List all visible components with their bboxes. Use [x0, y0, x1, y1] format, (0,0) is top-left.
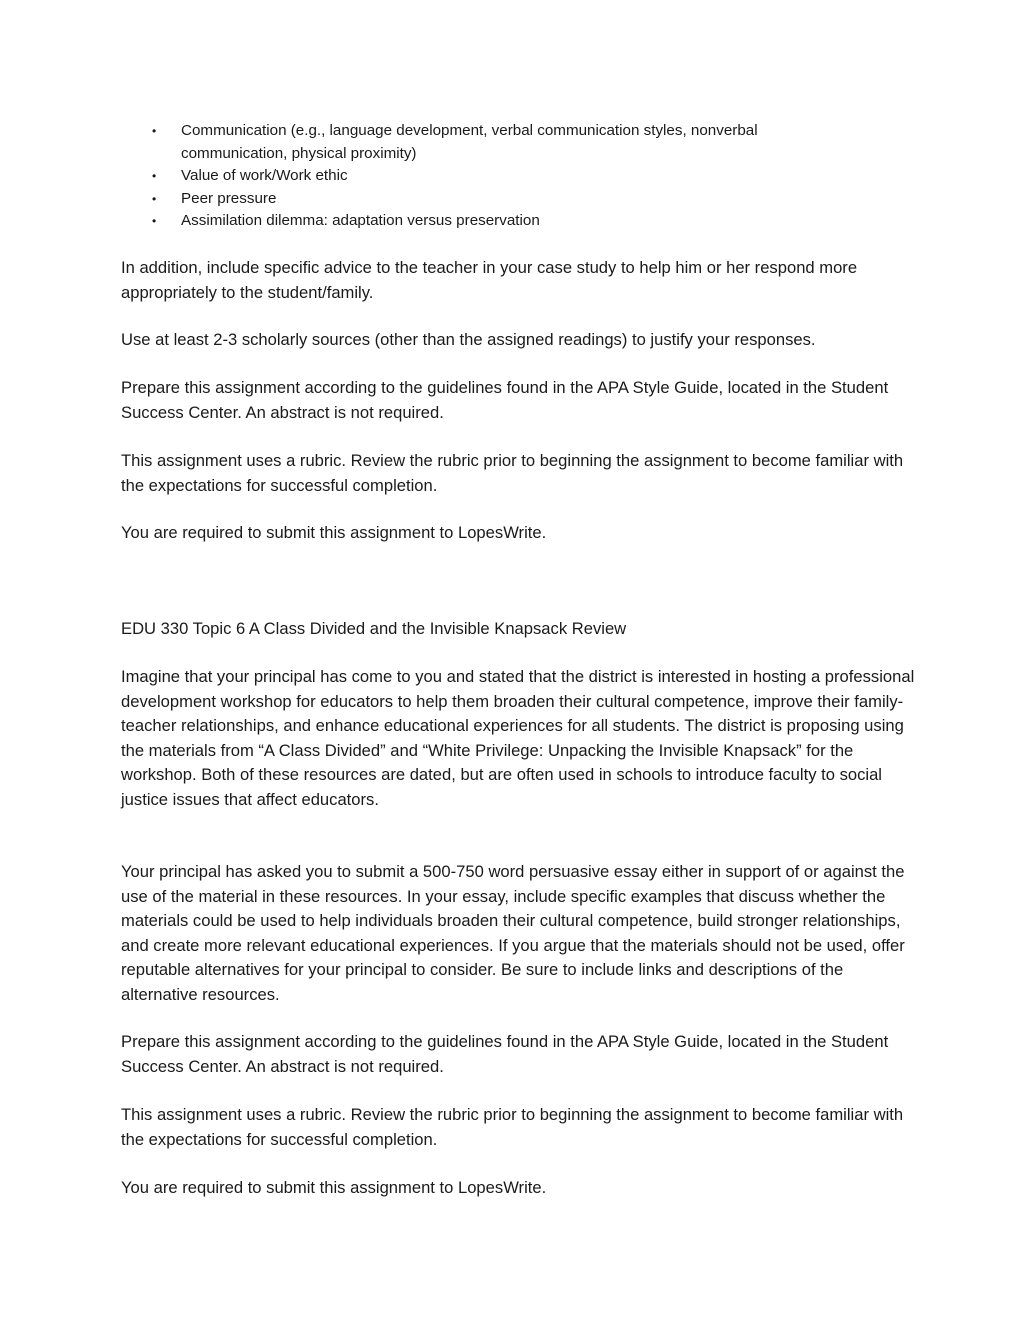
intro-paragraph: Imagine that your principal has come to you and stated that the district is interested in hosting a professional development workshop for educators to help them broaden their cultural competence, improve their family-teacher relationships, and enhance educational experiences for all students. The district is proposing using the materials from “A Class Divided” and “White Privilege: Unpacking the Invisible Knapsack” for the workshop. Both of these resources are dated, but are often used in schools to introduce faculty to social justice issues that affect educators.	[121, 667, 915, 809]
rubric-paragraph: This assignment uses a rubric. Review the rubric prior to beginning the assignment to become familiar with the expectations for successful completion.	[121, 451, 904, 495]
bullet-text: Value of work/Work ethic	[181, 167, 348, 184]
apa-paragraph-2: Prepare this assignment according to the guidelines found in the APA Style Guide, located in the Student Success Center. An abstract is not required.	[121, 1032, 889, 1076]
bullet-icon: •	[152, 169, 157, 183]
bullet-text: Peer pressure	[181, 189, 277, 207]
sources-paragraph: Use at least 2-3 scholarly sources (other than the assigned readings) to justify your responses.	[121, 330, 816, 349]
rubric-paragraph-2: This assignment uses a rubric. Review the rubric prior to beginning the assignment to become familiar with the expectations for successful completion.	[121, 1105, 904, 1149]
list-item	[121, 210, 841, 233]
submit-paragraph: You are required to submit this assignment to LopesWrite.	[121, 523, 547, 542]
list-item	[121, 188, 841, 211]
list-item	[121, 165, 841, 188]
bullet-list	[121, 120, 841, 233]
advice-paragraph: In addition, include specific advice to the teacher in your case study to help him or her respond more appropriately to the student/family.	[121, 258, 858, 302]
apa-paragraph: Prepare this assignment according to the guidelines found in the APA Style Guide, located in the Student Success Center. An abstract is not required.	[121, 378, 889, 422]
submit-paragraph-2: You are required to submit this assignment to LopesWrite.	[121, 1178, 547, 1197]
list-item	[121, 120, 841, 165]
bullet-text: Communication (e.g., language development, verbal communication styles, nonverbal communication, physical proximity)	[181, 122, 758, 162]
bullet-text: Assimilation dilemma: adaptation versus preservation	[181, 212, 540, 229]
bullet-icon: •	[152, 191, 157, 206]
assignment-heading: EDU 330 Topic 6 A Class Divided and the Invisible Knapsack Review	[121, 619, 627, 638]
essay-paragraph: Your principal has asked you to submit a 500-750 word persuasive essay either in support of or against the use of the material in these resources. In your essay, include specific examples that discuss whether the materials could be used to help individuals broaden their cultural competence, build stronger relationships, and create more relevant educational experiences. If you argue that the materials should not be used, offer reputable alternatives for your principal to consider. Be sure to include links and descriptions of the alternative resources.	[121, 862, 905, 1004]
bullet-icon: •	[152, 214, 157, 228]
bullet-icon: •	[152, 124, 157, 138]
